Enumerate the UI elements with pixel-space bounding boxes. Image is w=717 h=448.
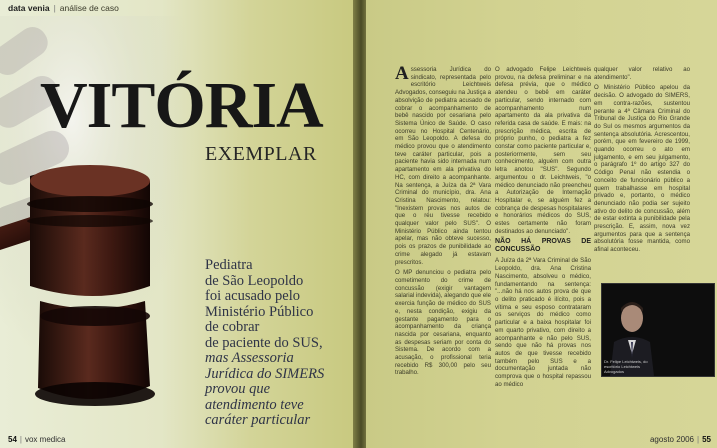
header-separator: |	[53, 3, 56, 13]
deck-line: de cobrar	[205, 319, 260, 335]
deck-line: provou que	[205, 381, 271, 397]
section-label: data venia	[8, 3, 50, 13]
paragraph: Assessoria Jurídica do sindicato, representada pelo escritório Leichtweis Advogados, conseguiu na Justiça a absolvição de pediatra acusado de cobrar o acompanhamento de bebê nascido por cesariana pelo Sistema Único de Saúde. O caso ocorreu no Hospital Centenário, em São Leopoldo. A defesa do médico provou que o atendimento teve caráter particular, pois a paciente havia sido internada num apartamento em ala privativa do HC, com direito a acompanhante. Na sentença, a Juíza da 2ª Vara Criminal do município, dra. Ana Cristina Nascimento, relatou: "Inexistem provas nos autos de que o réu tivesse recebido qualquer valor pelo SUS". O Ministério Público ainda tentou apelar, mas não obteve sucesso, pois os prazos de punibilidade ao crime alegado já estavam prescritos.	[395, 63, 491, 266]
paragraph: qualquer valor relativo ao atendimento".	[594, 66, 690, 81]
paragraph: O advogado Felipe Leichtweis provou, na defesa preliminar e na defesa prévia, que o médico atendeu o bebê em caráter particular, sendo internado com acompanhamento num apartamento da ala privativa da referida casa de saúde. E mais: na prescrição médica, escrita de próprio punho, o pediatra a fez constar como paciente particular e, posteriormente, sem seu conhecimento, alguém com outra letra anotou "SUS". Segundo argumentou o dr. Leichtweis, "o médico denunciado não preencheu a Autorização de Internação Hospitalar e, se alguém fez a cobrança de despesas hospitalares e honorários médicos do SUS, estes certamente não foram destinados ao denunciado".	[495, 66, 591, 235]
deck-line: atendimento teve	[205, 396, 304, 413]
section-subhead: NÃO HÁ PROVAS DE CONCUSSÃO	[495, 238, 591, 254]
article-subtitle: EXEMPLAR	[205, 143, 317, 165]
paragraph: O MP denunciou o pediatra pelo cometimento do crime de concussão (exigir vantagem salarial indevida), alegando que ele exercia função de médico do SUS e, nesta condição, exigiu da gestante pagamento para o acompanhamento da criança nascida por cesariana, enquanto as despesas seriam por conta do Sistema. De acordo com a acusação, o profissional teria recebido R$ 300,00 pelo seu trabalho.	[395, 269, 491, 377]
deck-line: caráter particular	[205, 412, 311, 428]
page-footer-left: 54 | vox medica	[8, 435, 66, 444]
deck-line: Jurídica do SIMERS	[205, 365, 325, 382]
text-column-1	[395, 63, 491, 380]
deck-line: foi acusado pelo	[205, 288, 301, 304]
page-footer-right: agosto 2006 | 55	[649, 435, 711, 444]
right-page	[366, 0, 717, 448]
page-number: 55	[702, 435, 711, 444]
deck-line: Ministério Público	[205, 303, 314, 320]
article-title: VITÓRIA	[40, 69, 323, 142]
paragraph: A Juíza da 2ª Vara Criminal de São Leopoldo, dra. Ana Cristina Nascimento, absolveu o médico, fundamentando na sentença: "...não há nos autos prova de que o delito praticado é ilícito, pois a vítima e seu esposo contrataram os serviços do médico como particular e a baixa hospitalar foi em quarto privativo, com direito a acompanhante e não pelo SUS, sendo que não há provas nos autos de que tivesse recebido também pelo SUS e a documentação juntada não comprova que o hospital repassou ao médico	[495, 257, 591, 388]
page-header	[8, 3, 119, 13]
article-deck	[205, 258, 350, 429]
issue-month: agosto 2006	[649, 435, 695, 444]
left-page	[0, 0, 358, 448]
deck-line: mas Assessoria	[205, 350, 294, 366]
text-column-3	[594, 66, 690, 257]
text-column-2	[495, 66, 591, 391]
magazine-name: vox medica	[24, 435, 66, 444]
deck-line: Pediatra	[205, 257, 253, 273]
paragraph: O Ministério Público apelou da decisão. O advogado do SIMERS, em contra-razões, sustentou perante a 4ª Câmara Criminal do Tribunal de Justiça do Rio Grande do Sul os mesmos argumentos da sentença absolutória. Acrescentou, porém, que em fevereiro de 1999, quando ocorreu o ato em julgamento, e em seu julgamento, o parágrafo 1º do artigo 327 do Código Penal não estendia o conceito de funcionário público a quem trabalhasse em hospital privado e, portanto, o médico denunciado não podia ser sujeito ativo do delito de concussão, além de estar extinta a punibilidade pela prescrição. E, assim, nova vez argumentos para que a sentença absolutória fosse mantida, como afinal aconteceu.	[594, 84, 690, 254]
category-label: análise de caso	[59, 3, 119, 13]
drop-cap: A	[395, 63, 409, 84]
photo-caption: Dr. Felipe Leichtweis, do escritório Leichtweis Advogados	[604, 359, 648, 374]
deck-line: de paciente do SUS,	[205, 334, 323, 351]
lawyer-photo	[601, 283, 715, 377]
deck-line: de São Leopoldo	[205, 272, 304, 289]
page-number: 54	[8, 435, 17, 444]
